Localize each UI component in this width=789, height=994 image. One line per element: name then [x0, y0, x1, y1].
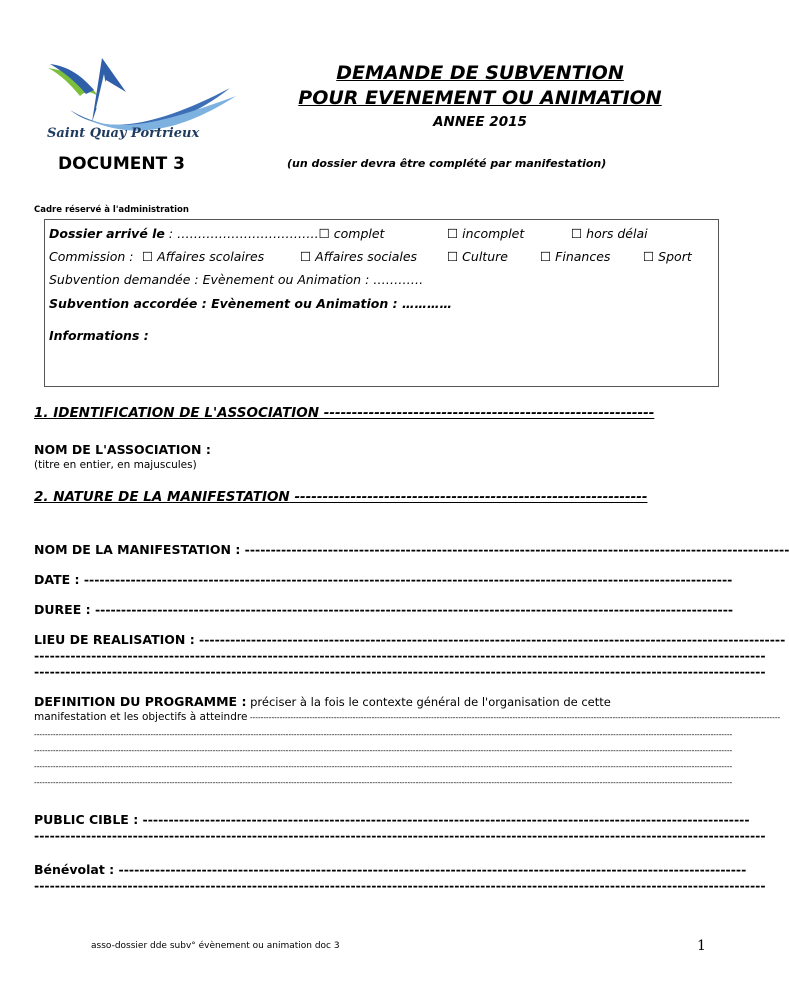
checkbox-incomplet[interactable]: ☐ incomplet: [447, 226, 525, 241]
date-label: DATE :: [34, 572, 80, 587]
benevolat-line-2[interactable]: ---------------------------------------------------------------------------------------------------------------------------------------------: [34, 878, 766, 893]
definition-line-5[interactable]: ------------------------------------------------------------------------------------------------------------------------------------------------------------------------------------------------------------------------------------------------------------------: [34, 778, 733, 787]
informations-label: Informations :: [49, 328, 149, 343]
checkbox-affaires-sociales[interactable]: ☐ Affaires sociales: [300, 249, 418, 264]
page-number: 1: [697, 938, 706, 954]
year-label: ANNEE 2015: [433, 114, 527, 130]
lieu-line-2[interactable]: ---------------------------------------------------------------------------------------------------------------------------------------------: [34, 648, 766, 663]
duree-label: DUREE :: [34, 602, 91, 617]
nom-association-hint: (titre en entier, en majuscules): [34, 459, 197, 471]
definition-line-4[interactable]: ------------------------------------------------------------------------------------------------------------------------------------------------------------------------------------------------------------------------------------------------------------------: [34, 762, 733, 771]
footer-filename: asso-dossier dde subv° évènement ou animation doc 3: [91, 941, 340, 951]
page-title-line2: POUR EVENEMENT OU ANIMATION: [298, 87, 662, 109]
duree-field[interactable]: DUREE : ---------------------------------------------------------------------------------------------------------------------------: [34, 602, 734, 617]
checkbox-complet[interactable]: ☐ complet: [318, 226, 385, 241]
document-number: DOCUMENT 3: [58, 154, 185, 174]
public-cible-field[interactable]: PUBLIC CIBLE : ---------------------------------------------------------------------------------------------------------------------: [34, 812, 750, 827]
checkbox-hors-delai[interactable]: ☐ hors délai: [571, 226, 648, 241]
definition-line-1[interactable]: manifestation et les objectifs à atteindre ----------------------------------------------------------------------------------------------------------------------------------------------------------------------------------------------------: [34, 711, 781, 723]
public-cible-line-2[interactable]: ---------------------------------------------------------------------------------------------------------------------------------------------: [34, 828, 766, 843]
lieu-label: LIEU DE REALISATION :: [34, 632, 195, 647]
public-cible-label: PUBLIC CIBLE :: [34, 812, 139, 827]
section2-heading: [34, 489, 710, 505]
logo-caption: Saint Quay Portrieux: [47, 126, 200, 141]
section1-title: 1. IDENTIFICATION DE L'ASSOCIATION: [34, 405, 320, 421]
definition-programme: [34, 694, 611, 709]
date-field[interactable]: DATE : -----------------------------------------------------------------------------------------------------------------------------: [34, 572, 733, 587]
nom-manifestation-label: NOM DE LA MANIFESTATION :: [34, 542, 241, 557]
dossier-label: Dossier arrivé le: [49, 226, 165, 241]
section1-heading: [34, 405, 710, 421]
definition-line-3[interactable]: ------------------------------------------------------------------------------------------------------------------------------------------------------------------------------------------------------------------------------------------------------------------: [34, 746, 733, 755]
nom-manifestation-field[interactable]: NOM DE LA MANIFESTATION : ---------------------------------------------------------------------------------------------------------: [34, 542, 789, 557]
definition-line-2[interactable]: ------------------------------------------------------------------------------------------------------------------------------------------------------------------------------------------------------------------------------------------------------------------: [34, 730, 733, 739]
benevolat-label: Bénévolat :: [34, 862, 115, 877]
definition-text: préciser à la fois le contexte général de l'organisation de cette: [246, 695, 611, 709]
commission-label: Commission :: [49, 249, 134, 264]
section1-dashes: -----------------------------------------------------------: [319, 405, 655, 421]
dossier-arrive-line: [49, 226, 384, 241]
checkbox-sport[interactable]: ☐ Sport: [643, 249, 692, 264]
benevolat-field[interactable]: Bénévolat : -------------------------------------------------------------------------------------------------------------------------: [34, 862, 747, 877]
page-title-line1: DEMANDE DE SUBVENTION: [336, 62, 624, 84]
checkbox-culture[interactable]: ☐ Culture: [447, 249, 508, 264]
dossier-dots: : …………………………….: [164, 226, 319, 241]
subvention-demandee: Subvention demandée : Evènement ou Animation : …………: [49, 272, 424, 287]
lieu-line-3[interactable]: ---------------------------------------------------------------------------------------------------------------------------------------------: [34, 664, 766, 679]
lieu-field[interactable]: LIEU DE REALISATION : -----------------------------------------------------------------------------------------------------------------: [34, 632, 786, 647]
admin-frame-label: Cadre réservé à l'administration: [34, 205, 189, 215]
definition-label: DEFINITION DU PROGRAMME :: [34, 694, 247, 709]
section2-dashes: ---------------------------------------------------------------: [289, 489, 648, 505]
checkbox-affaires-scolaires[interactable]: ☐ Affaires scolaires: [142, 249, 265, 264]
nom-association-label: NOM DE L'ASSOCIATION :: [34, 442, 211, 457]
checkbox-finances[interactable]: ☐ Finances: [540, 249, 611, 264]
document-note: (un dossier devra être complété par manifestation): [287, 157, 607, 170]
subvention-accordee: Subvention accordée : Evènement ou Animation : …………: [49, 296, 452, 311]
definition-text2: manifestation et les objectifs à atteindre: [34, 711, 248, 723]
section2-title: 2. NATURE DE LA MANIFESTATION: [34, 489, 290, 505]
